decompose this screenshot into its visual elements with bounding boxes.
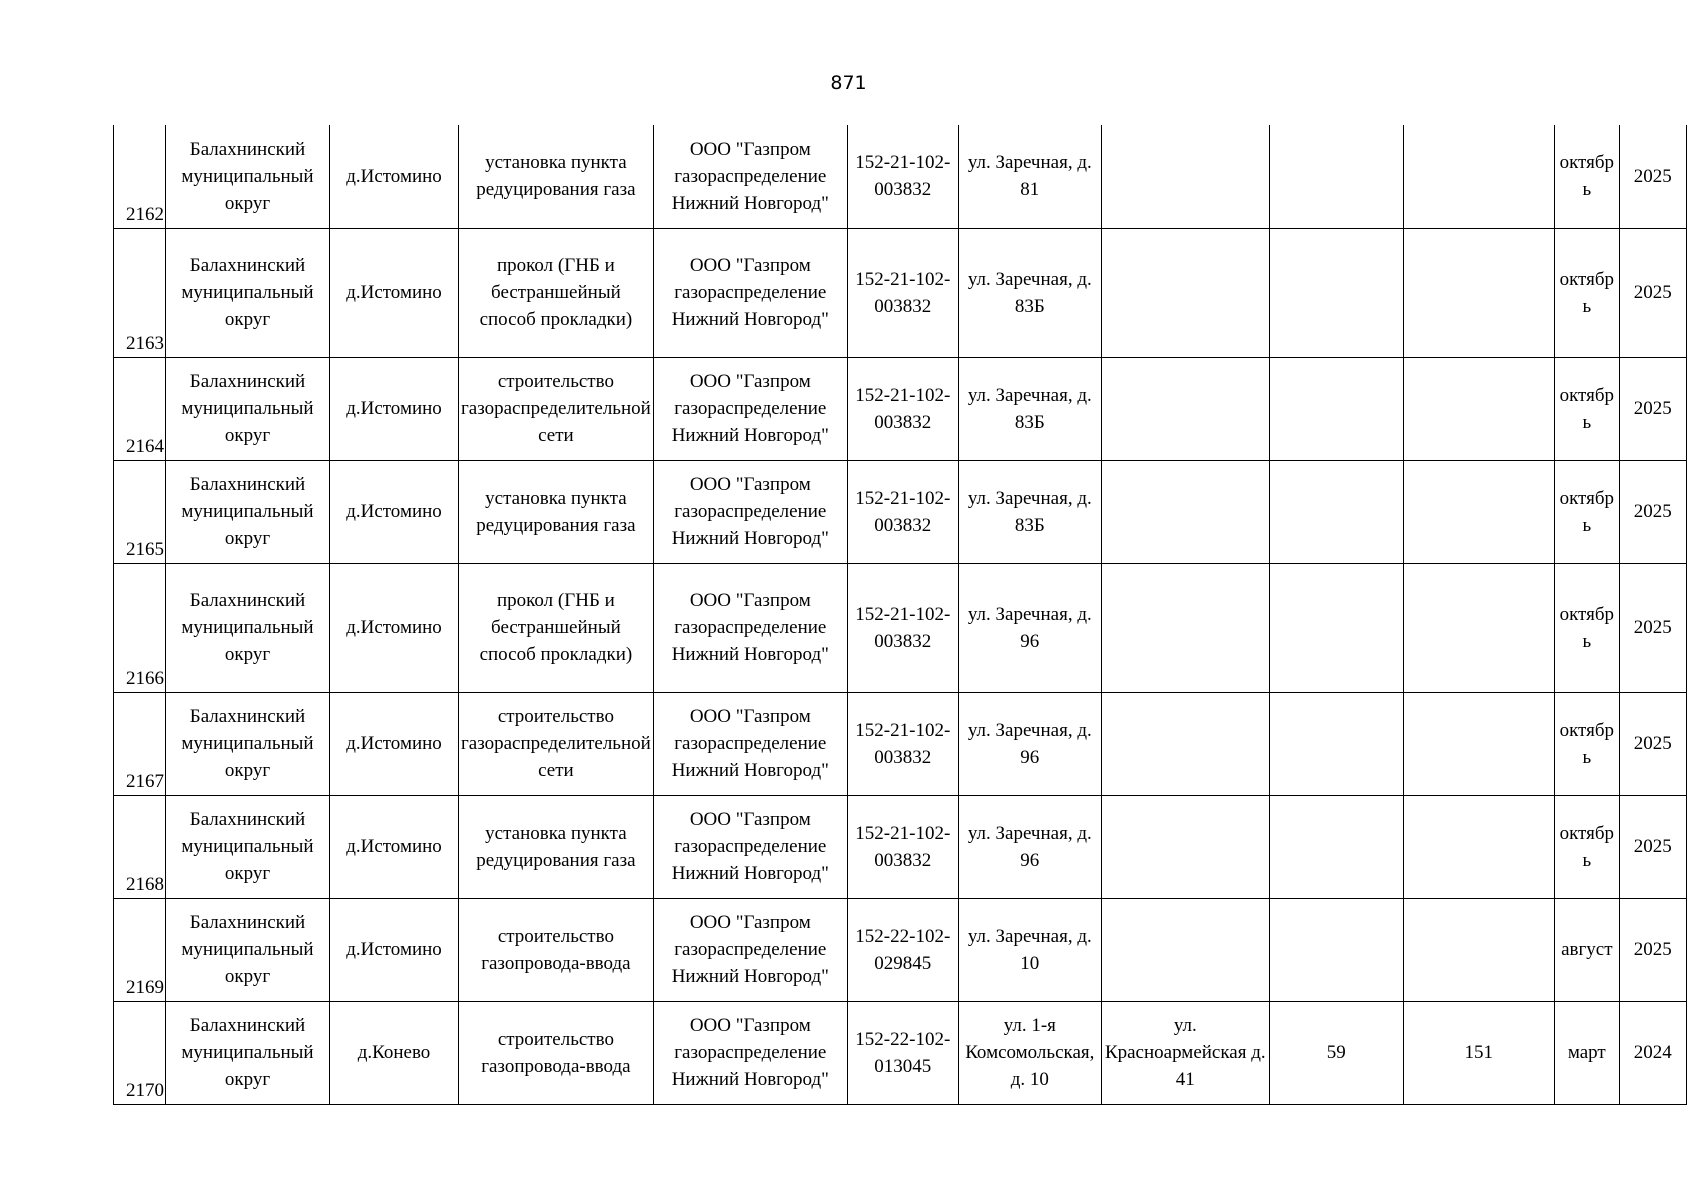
row-number-cell — [114, 125, 166, 228]
table-row — [114, 898, 1687, 1001]
work-type-cell — [459, 563, 654, 692]
month-cell — [1554, 1001, 1619, 1104]
address-to-cell — [1101, 795, 1269, 898]
value-1-cell — [1269, 460, 1403, 563]
month-cell-text: октябрь — [1559, 822, 1615, 871]
row-number-cell-text: 2167 — [126, 770, 164, 792]
row-number-cell-text: 2165 — [126, 538, 164, 560]
month-cell-text: август — [1561, 939, 1613, 960]
value-2-cell — [1403, 228, 1554, 357]
row-number-cell — [114, 357, 166, 460]
organization-cell-text: ООО "Газпром газораспределение Нижний Новгород" — [671, 809, 829, 884]
work-type-cell — [459, 1001, 654, 1104]
district-cell — [166, 357, 330, 460]
work-type-cell — [459, 795, 654, 898]
work-type-cell — [459, 898, 654, 1001]
address-to-cell — [1101, 125, 1269, 228]
month-cell-text: октябрь — [1559, 487, 1615, 536]
year-cell — [1619, 125, 1686, 228]
organization-cell-text: ООО "Газпром газораспределение Нижний Новгород" — [671, 912, 829, 987]
settlement-cell — [330, 795, 459, 898]
organization-cell-text: ООО "Газпром газораспределение Нижний Новгород" — [671, 474, 829, 549]
value-1-cell — [1269, 692, 1403, 795]
settlement-cell — [330, 125, 459, 228]
address-to-cell — [1101, 357, 1269, 460]
work-type-cell-text: прокол (ГНБ и бестраншейный способ прокладки) — [479, 590, 633, 665]
work-type-cell-text: строительство газораспределительной сети — [461, 371, 651, 446]
settlement-cell — [330, 898, 459, 1001]
row-number-cell — [114, 228, 166, 357]
value-1-cell — [1269, 357, 1403, 460]
year-cell — [1619, 357, 1686, 460]
row-number-cell-text: 2169 — [126, 976, 164, 998]
work-type-cell — [459, 228, 654, 357]
district-cell — [166, 692, 330, 795]
year-cell — [1619, 795, 1686, 898]
address-from-cell — [958, 795, 1101, 898]
month-cell-text: октябрь — [1559, 384, 1615, 433]
address-from-cell-text: ул. Заречная, д. 96 — [967, 603, 1092, 652]
district-cell-text: Балахнинский муниципальный округ — [181, 809, 314, 884]
table-row — [114, 795, 1687, 898]
settlement-cell-text: д.Истомино — [346, 165, 442, 187]
district-cell-text: Балахнинский муниципальный округ — [181, 706, 314, 781]
organization-cell-text: ООО "Газпром газораспределение Нижний Новгород" — [671, 1015, 829, 1090]
month-cell — [1554, 460, 1619, 563]
district-cell — [166, 125, 330, 228]
year-cell-text: 2025 — [1633, 617, 1672, 638]
row-number-cell-text: 2163 — [126, 332, 164, 354]
organization-cell-text: ООО "Газпром газораспределение Нижний Новгород" — [671, 706, 829, 781]
organization-cell — [653, 563, 847, 692]
district-cell-text: Балахнинский муниципальный округ — [181, 255, 314, 330]
address-to-cell — [1101, 1001, 1269, 1104]
address-from-cell — [958, 1001, 1101, 1104]
year-cell — [1619, 228, 1686, 357]
address-from-cell — [958, 692, 1101, 795]
district-cell — [166, 898, 330, 1001]
month-cell-text: октябрь — [1559, 268, 1615, 317]
district-cell-text: Балахнинский муниципальный округ — [181, 912, 314, 987]
address-from-cell — [958, 898, 1101, 1001]
month-cell — [1554, 228, 1619, 357]
month-cell-text: октябрь — [1559, 719, 1615, 768]
registry-code-cell — [847, 795, 958, 898]
address-from-cell-text: ул. Заречная, д. 96 — [967, 719, 1092, 768]
month-cell — [1554, 692, 1619, 795]
settlement-cell-text: д.Истомино — [346, 282, 442, 303]
registry-code-cell-text: 152-21-102-003832 — [855, 268, 951, 317]
month-cell-text: октябрь — [1559, 152, 1615, 201]
settlement-cell — [330, 563, 459, 692]
address-from-cell — [958, 460, 1101, 563]
organization-cell-text: ООО "Газпром газораспределение Нижний Новгород" — [671, 590, 829, 665]
registry-code-cell-text: 152-21-102-003832 — [855, 603, 951, 652]
district-cell — [166, 795, 330, 898]
table-row — [114, 460, 1687, 563]
work-type-cell-text: строительство газораспределительной сети — [461, 706, 651, 781]
table-row — [114, 125, 1687, 228]
address-to-cell — [1101, 898, 1269, 1001]
month-cell — [1554, 563, 1619, 692]
work-type-cell-text: прокол (ГНБ и бестраншейный способ прокладки) — [479, 255, 633, 330]
settlement-cell — [330, 1001, 459, 1104]
organization-cell — [653, 357, 847, 460]
address-to-cell-text: ул. Красноармейская д. 41 — [1104, 1015, 1266, 1090]
organization-cell — [653, 898, 847, 1001]
year-cell — [1619, 1001, 1686, 1104]
row-number-cell — [114, 898, 166, 1001]
year-cell — [1619, 692, 1686, 795]
district-cell — [166, 1001, 330, 1104]
registry-code-cell-text: 152-21-102-003832 — [855, 384, 951, 433]
address-to-cell — [1101, 228, 1269, 357]
registry-code-cell-text: 152-22-102-029845 — [855, 925, 951, 974]
address-from-cell — [958, 228, 1101, 357]
value-2-cell — [1403, 898, 1554, 1001]
settlement-cell — [330, 357, 459, 460]
work-type-cell-text: установка пункта редуцирования газа — [476, 152, 636, 201]
settlement-cell-text: д.Конево — [357, 1042, 431, 1063]
address-from-cell — [958, 563, 1101, 692]
district-cell — [166, 228, 330, 357]
year-cell-text: 2025 — [1633, 939, 1672, 960]
organization-cell-text: ООО "Газпром газораспределение Нижний Новгород" — [671, 255, 829, 330]
registry-code-cell-text: 152-22-102-013045 — [855, 1028, 951, 1077]
row-number-cell-text: 2170 — [126, 1079, 164, 1101]
year-cell-text: 2025 — [1633, 282, 1672, 303]
settlement-cell-text: д.Истомино — [346, 398, 442, 419]
address-from-cell — [958, 357, 1101, 460]
year-cell — [1619, 898, 1686, 1001]
value-2-cell — [1403, 692, 1554, 795]
value-2-cell-text: 151 — [1464, 1042, 1494, 1063]
row-number-cell — [114, 692, 166, 795]
month-cell — [1554, 357, 1619, 460]
month-cell-text: октябрь — [1559, 603, 1615, 652]
work-type-cell-text: установка пункта редуцирования газа — [476, 487, 636, 536]
year-cell — [1619, 460, 1686, 563]
year-cell-text: 2024 — [1633, 1042, 1672, 1063]
table-row — [114, 563, 1687, 692]
registry-code-cell-text: 152-21-102-003832 — [855, 719, 951, 768]
district-cell-text: Балахнинский муниципальный округ — [181, 474, 314, 549]
year-cell-text: 2025 — [1633, 733, 1672, 754]
address-from-cell-text: ул. Заречная, д. 10 — [967, 925, 1092, 974]
work-type-cell-text: строительство газопровода-ввода — [481, 1028, 631, 1077]
work-type-cell-text: строительство газопровода-ввода — [481, 925, 631, 974]
settlement-cell — [330, 228, 459, 357]
settlement-cell-text: д.Истомино — [346, 939, 442, 960]
value-1-cell-text: 59 — [1326, 1042, 1346, 1063]
registry-code-cell-text: 152-21-102-003832 — [855, 822, 951, 871]
settlement-cell-text: д.Истомино — [346, 501, 442, 522]
year-cell-text: 2025 — [1633, 836, 1672, 857]
year-cell — [1619, 563, 1686, 692]
registry-code-cell — [847, 460, 958, 563]
value-2-cell — [1403, 125, 1554, 228]
value-1-cell — [1269, 228, 1403, 357]
registry-code-cell-text: 152-21-102-003832 — [855, 152, 951, 201]
value-1-cell — [1269, 563, 1403, 692]
organization-cell — [653, 125, 847, 228]
table-row — [114, 357, 1687, 460]
address-from-cell-text: ул. Заречная, д. 83Б — [967, 384, 1092, 433]
value-2-cell — [1403, 357, 1554, 460]
table-body — [114, 125, 1687, 1104]
organization-cell — [653, 460, 847, 563]
row-number-cell — [114, 460, 166, 563]
registry-code-cell — [847, 228, 958, 357]
month-cell-text: март — [1567, 1042, 1606, 1063]
address-from-cell-text: ул. 1-я Комсомольская, д. 10 — [965, 1015, 1095, 1090]
year-cell-text: 2025 — [1633, 501, 1672, 522]
row-number-cell — [114, 795, 166, 898]
address-from-cell — [958, 125, 1101, 228]
value-1-cell — [1269, 898, 1403, 1001]
settlement-cell-text: д.Истомино — [346, 836, 442, 857]
row-number-cell-text: 2166 — [126, 667, 164, 689]
row-number-cell-text: 2162 — [126, 203, 164, 225]
table-row — [114, 692, 1687, 795]
settlement-cell-text: д.Истомино — [346, 617, 442, 638]
work-type-cell — [459, 357, 654, 460]
row-number-cell-text: 2168 — [126, 873, 164, 895]
month-cell — [1554, 125, 1619, 228]
address-to-cell — [1101, 563, 1269, 692]
registry-code-cell — [847, 692, 958, 795]
registry-code-cell — [847, 357, 958, 460]
work-type-cell — [459, 460, 654, 563]
address-from-cell-text: ул. Заречная, д. 81 — [967, 152, 1092, 201]
work-type-cell — [459, 692, 654, 795]
address-from-cell-text: ул. Заречная, д. 83Б — [967, 487, 1092, 536]
settlement-cell — [330, 692, 459, 795]
page-number: 871 — [830, 72, 867, 94]
address-to-cell — [1101, 692, 1269, 795]
value-1-cell — [1269, 1001, 1403, 1104]
address-from-cell-text: ул. Заречная, д. 96 — [967, 822, 1092, 871]
registry-code-cell — [847, 563, 958, 692]
registry-code-cell-text: 152-21-102-003832 — [855, 487, 951, 536]
table-row — [114, 228, 1687, 357]
row-number-cell — [114, 1001, 166, 1104]
district-cell-text: Балахнинский муниципальный округ — [181, 371, 314, 446]
value-2-cell — [1403, 1001, 1554, 1104]
organization-cell — [653, 228, 847, 357]
month-cell — [1554, 898, 1619, 1001]
district-cell — [166, 460, 330, 563]
registry-code-cell — [847, 898, 958, 1001]
month-cell — [1554, 795, 1619, 898]
value-2-cell — [1403, 460, 1554, 563]
organization-cell-text: ООО "Газпром газораспределение Нижний Новгород" — [671, 138, 829, 214]
value-1-cell — [1269, 795, 1403, 898]
value-2-cell — [1403, 795, 1554, 898]
year-cell-text: 2025 — [1633, 398, 1672, 419]
address-to-cell — [1101, 460, 1269, 563]
address-from-cell-text: ул. Заречная, д. 83Б — [967, 268, 1092, 317]
work-type-cell — [459, 125, 654, 228]
district-cell-text: Балахнинский муниципальный округ — [181, 590, 314, 665]
organization-cell — [653, 795, 847, 898]
works-table — [113, 125, 1687, 1105]
district-cell-text: Балахнинский муниципальный округ — [181, 1015, 314, 1090]
organization-cell-text: ООО "Газпром газораспределение Нижний Новгород" — [671, 371, 829, 446]
registry-code-cell — [847, 1001, 958, 1104]
value-1-cell — [1269, 125, 1403, 228]
registry-code-cell — [847, 125, 958, 228]
settlement-cell — [330, 460, 459, 563]
settlement-cell-text: д.Истомино — [346, 733, 442, 754]
year-cell-text: 2025 — [1633, 165, 1672, 187]
work-type-cell-text: установка пункта редуцирования газа — [476, 822, 636, 871]
table-row — [114, 1001, 1687, 1104]
organization-cell — [653, 1001, 847, 1104]
value-2-cell — [1403, 563, 1554, 692]
district-cell — [166, 563, 330, 692]
organization-cell — [653, 692, 847, 795]
row-number-cell-text: 2164 — [126, 435, 164, 457]
row-number-cell — [114, 563, 166, 692]
district-cell-text: Балахнинский муниципальный округ — [181, 138, 314, 214]
